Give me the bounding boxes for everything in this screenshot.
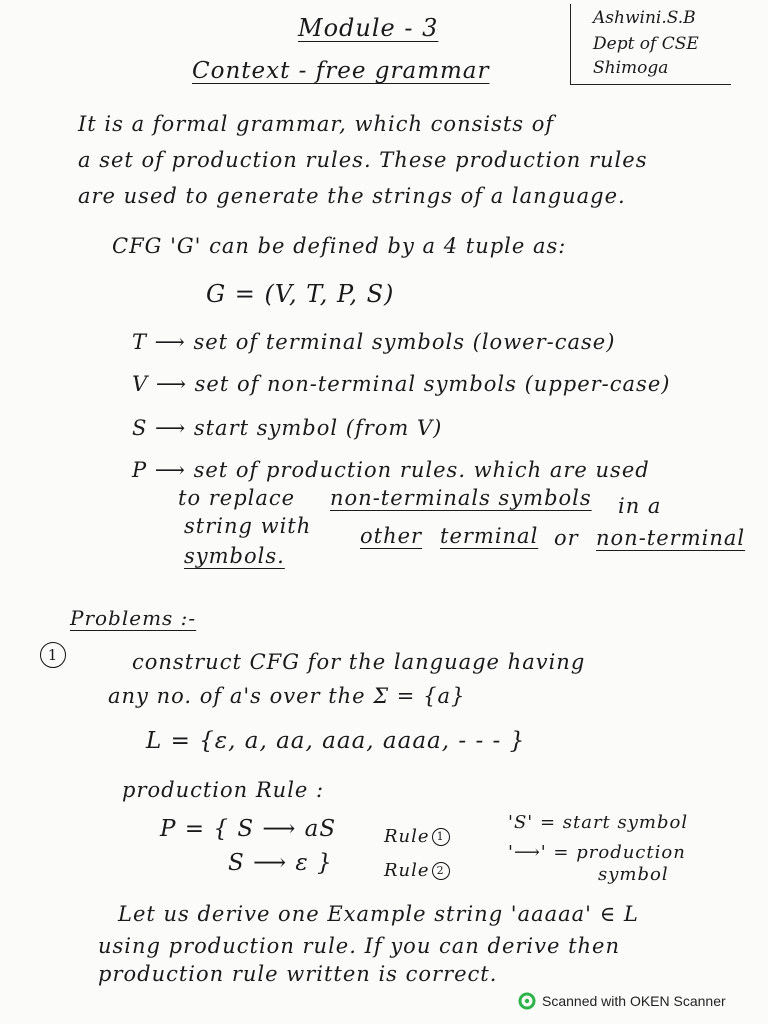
symbol-T: T ⟶ set of terminal symbols (lower-case) [132, 330, 616, 354]
p-cont-1a: to replace [178, 486, 296, 510]
derive-line-3: production rule written is correct. [98, 962, 498, 986]
definition-line: CFG 'G' can be defined by a 4 tuple as: [112, 234, 567, 258]
scanner-watermark [518, 990, 726, 1012]
tuple-line: G = (V, T, P, S) [206, 280, 395, 308]
rule-1-expr: P = { S ⟶ aS [160, 816, 337, 842]
intro-line-3: are used to generate the strings of a language. [78, 184, 626, 208]
author-location: Shimoga [593, 58, 669, 78]
note-production: '⟶' = production [508, 842, 686, 863]
oken-scanner-icon [518, 992, 536, 1010]
p-cont-3: symbols. [184, 544, 285, 568]
symbol-V: V ⟶ set of non-terminal symbols (upper-case) [132, 372, 671, 396]
author-box [570, 4, 731, 85]
problems-heading [70, 606, 196, 630]
author-name: Ashwini.S.B [593, 8, 696, 28]
p-cont-1c: in a [618, 494, 662, 518]
p-cont-2c: terminal [440, 524, 539, 548]
p-cont-1b: non-terminals symbols [330, 486, 592, 510]
rule-2-expr: S ⟶ ε } [228, 850, 333, 876]
page-subtitle: Context - free grammar [192, 58, 490, 84]
symbol-S: S ⟶ start symbol (from V) [132, 416, 443, 440]
rule-2-num: 2 [432, 862, 450, 880]
note-start-symbol: 'S' = start symbol [508, 812, 689, 833]
rule-2-label [384, 860, 450, 881]
symbol-P: P ⟶ set of production rules. which are used [132, 458, 650, 482]
note-symbol: symbol [598, 864, 669, 885]
rule-1-label-text: Rule [384, 826, 430, 847]
author-dept: Dept of CSE [593, 34, 699, 54]
problem-number-badge: 1 [40, 642, 66, 668]
language-set: L = {ε, a, aa, aaa, aaaa, - - - } [146, 728, 526, 754]
rule-1-label [384, 826, 450, 847]
intro-line-1: It is a formal grammar, which consists of [78, 112, 555, 136]
p-cont-2a: string with [184, 514, 312, 538]
rule-2-label-text: Rule [384, 860, 430, 881]
p-cont-2b: other [360, 524, 423, 548]
p-cont-2e: non-terminal [596, 526, 746, 550]
derive-line-1: Let us derive one Example string 'aaaaa' ∈ L [118, 902, 639, 926]
problem-statement-1: construct CFG for the language having [132, 650, 586, 674]
rule-heading: production Rule : [122, 778, 325, 802]
rule-1-num: 1 [432, 828, 450, 846]
intro-line-2: a set of production rules. These production rules [78, 148, 648, 172]
p-cont-2d: or [554, 526, 579, 550]
scanner-text: Scanned with OKEN Scanner [542, 993, 726, 1009]
derive-line-2: using production rule. If you can derive then [98, 934, 621, 958]
problem-statement-2: any no. of a's over the Σ = {a} [108, 684, 466, 708]
problems-heading-text: Problems :- [70, 606, 197, 630]
page-title: Module - 3 [298, 14, 439, 42]
